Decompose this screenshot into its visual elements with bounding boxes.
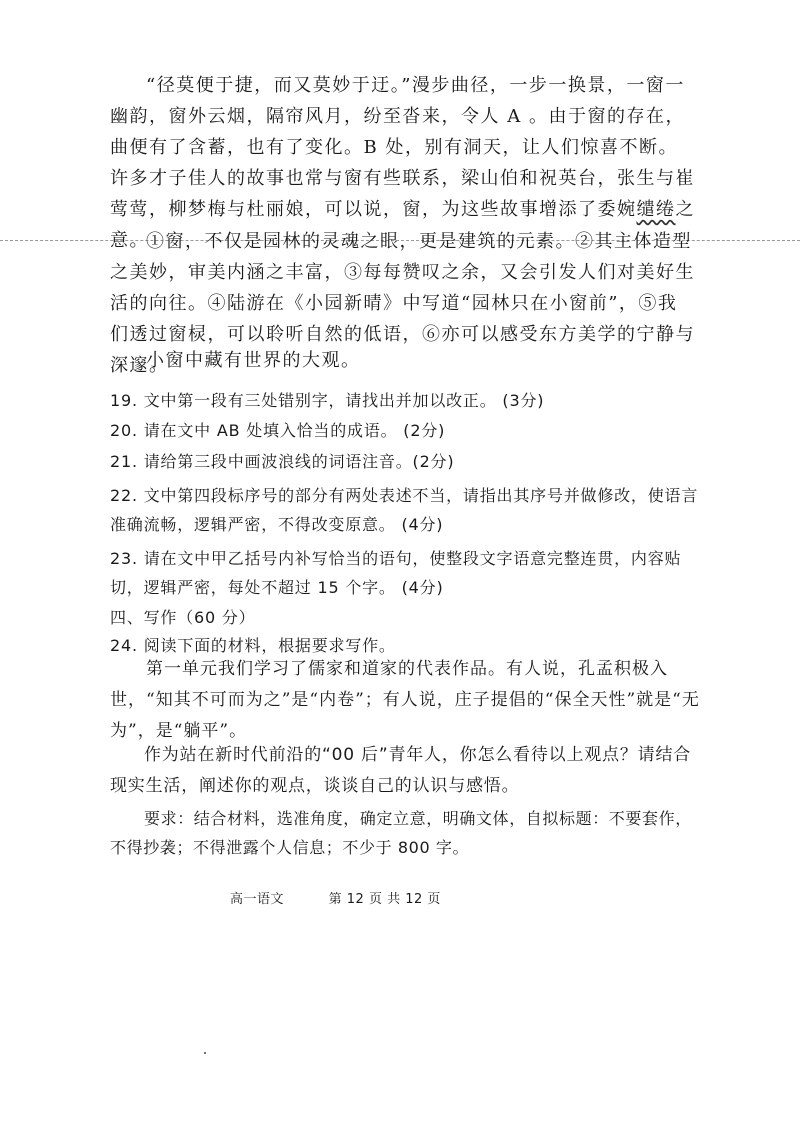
writing-requirements: 要求：结合材料，选准角度，确定立意，明确文体，自拟标题：不要套作，不得抄袭；不得泄露个人信息；不少于 800 字。 bbox=[110, 809, 692, 857]
question-22: 22. 文中第四段标序号的部分有两处表述不当，请指出其序号并做修改，使语言准确流畅，逻辑严密，不得改变原意。 (4分) bbox=[110, 486, 699, 534]
paragraph-window-path: “径莫便于捷，而又莫妙于迂。”漫步曲径，一步一换景，一窗一幽韵，窗外云烟，隔帘风月，纷至沓来，令人 A 。由于窗的存在，曲便有了含蓄，也有了变化。B 处，别有洞天，让人们惊喜不断。许多才子佳人的故事也常与窗有些联系，梁山伯和祝英台，张生与崔莺莺，柳梦梅与杜丽娘，可以说，窗，为这些故事增添了委婉缱绻之意。 bbox=[110, 75, 695, 251]
scan-speck bbox=[204, 1052, 206, 1054]
question-20: 20. 请在文中 AB 处填入恰当的成语。 (2分) bbox=[110, 421, 446, 440]
question-21: 21. 请给第三段中画波浪线的词语注音。(2分) bbox=[110, 452, 455, 471]
section-heading-writing: 四、写作（60 分） bbox=[110, 608, 256, 627]
paragraph-conclusion: 小窗中藏有世界的大观。 bbox=[146, 350, 361, 371]
footer-page-number: 第 12 页 共 12 页 bbox=[328, 892, 441, 907]
wavy-underlined-word: 缱绻 bbox=[636, 199, 676, 220]
writing-material: 第一单元我们学习了儒家和道家的代表作品。有人说，孔孟积极入世，“知其不可而为之”是“内卷”；有人说，庄子提倡的“保全天性”就是“无为”，是“躺平”。 bbox=[110, 659, 700, 741]
footer-subject: 高一语文 bbox=[230, 892, 285, 907]
page-footer bbox=[230, 888, 441, 907]
question-24: 24. 阅读下面的材料，根据要求写作。 bbox=[110, 636, 396, 655]
writing-prompt: 作为站在新时代前沿的“00 后”青年人，你怎么看待以上观点？请结合现实生活，阐述你的观点，谈谈自己的认识与感悟。 bbox=[110, 745, 692, 796]
question-23: 23. 请在文中甲乙括号内补写恰当的语句，使整段文字语意完整连贯，内容贴切，逻辑严密，每处不超过 15 个字。 (4分) bbox=[110, 549, 682, 597]
paragraph-numbered-sentences: ①窗，不仅是园林的灵魂之眼，更是建筑的元素。②其主体造型之美妙，审美内涵之丰富，③每每赞叹之余，又会引发人们对美好生活的向往。④陆游在《小园新晴》中写道“园林只在小窗前”，⑤我们透过窗棂，可以聆听自然的低语，⑥亦可以感受东方美学的宁静与深邃。 bbox=[110, 231, 695, 376]
question-19: 19. 文中第一段有三处错别字，请找出并加以改正。 (3分) bbox=[110, 391, 545, 410]
